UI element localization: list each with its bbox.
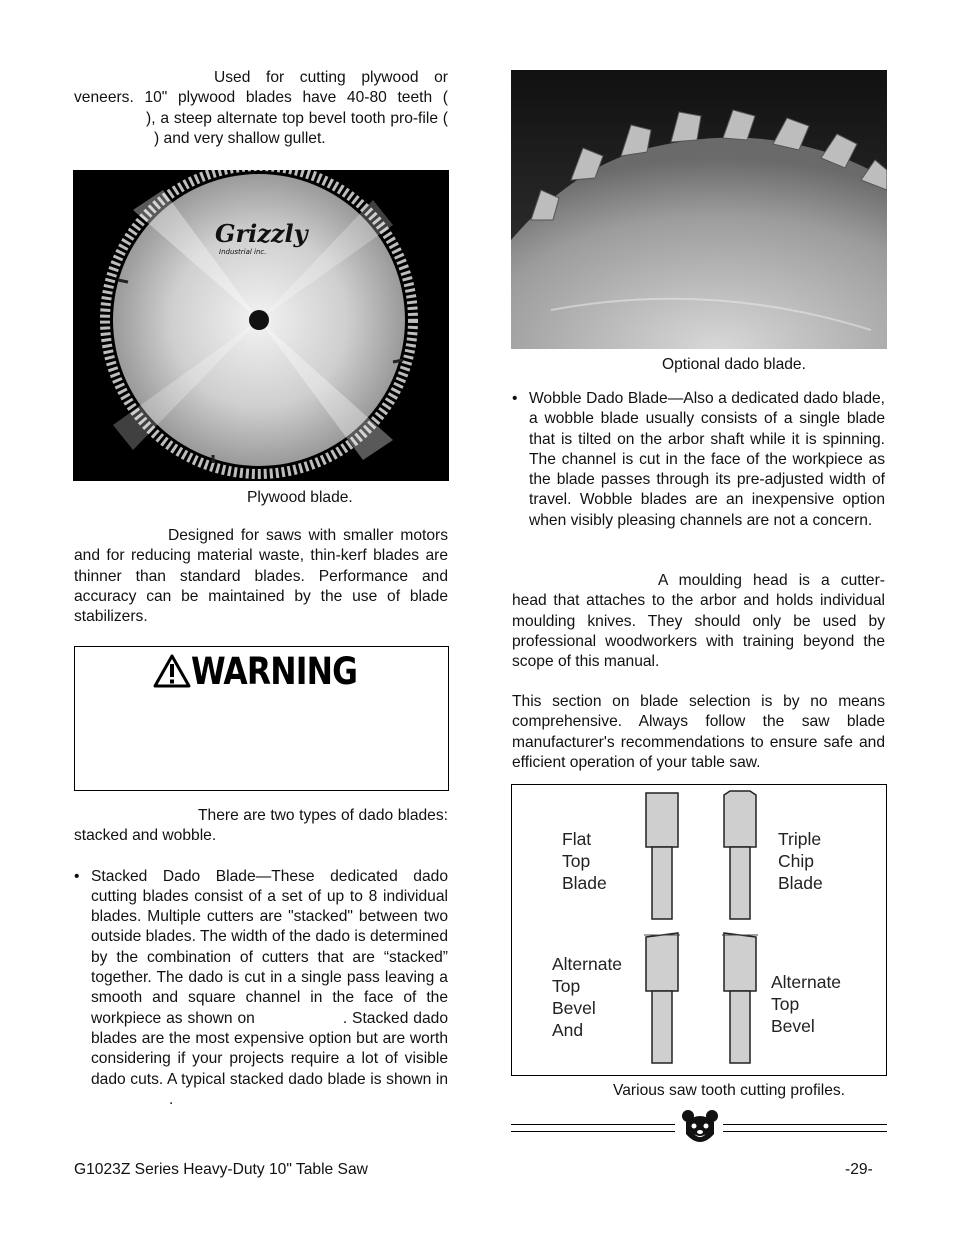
tooth-profiles-figure (511, 784, 887, 1076)
warning-box (74, 646, 449, 791)
plywood-caption: Plywood blade. (247, 489, 353, 506)
dado-blade-illustration (511, 70, 887, 349)
dado-blade-photo (511, 70, 887, 349)
left-column (74, 68, 448, 149)
plywood-blade-photo (73, 170, 449, 481)
moulding-paragraph: A moulding head is a cutter-head that attaches to the arbor and holds individual moulding knives. They should only be used by professional woodworkers with training beyond the scope of this manual. (512, 572, 885, 671)
plywood-blade-illustration (73, 170, 449, 481)
moulding-section (512, 571, 885, 672)
thinkerf-section (74, 526, 448, 627)
blade-logo-subtext: Industrial inc. (219, 248, 267, 256)
footer-title: G1023Z Series Heavy-Duty 10" Table Saw (74, 1161, 368, 1178)
plywood-paragraph: Used for cutting plywood or veneers. 10" plywood blades have 40-80 teeth (), a steep alternate top bevel tooth pro-file () and very shallow gullet. (74, 69, 448, 147)
page-divider (511, 1122, 887, 1162)
wobble-section (512, 389, 885, 531)
dado-caption: Optional dado blade. (662, 356, 806, 373)
bear-logo-icon (680, 1108, 720, 1148)
alternate-top-bevel-label: Alternate Top Bevel (771, 972, 842, 1036)
alternate-top-bevel-and-label: Alternate Top Bevel And (552, 954, 623, 1040)
wobble-dado-bullet: • Wobble Dado Blade—Also a dedicated dado blade, a wobble blade usually consists of a single blade that is tilted on the arbor shaft while it is spinning. The channel is cut in the face of the workpiece as the blade passes through its pre-adjusted width of travel. Wobble blades are an inexpensive option when visibly pleasing channels are not a concern. (512, 389, 885, 531)
dado-intro-paragraph: There are two types of dado blades: stacked and wobble. (74, 807, 448, 845)
selection-section (512, 692, 885, 773)
wobble-bullet-list (512, 389, 885, 531)
warning-triangle-icon (153, 654, 191, 688)
triple-chip-label: Triple Chip Blade (778, 829, 823, 893)
flat-top-label: Flat Top Blade (562, 829, 607, 893)
dado-bullet-list (74, 867, 448, 1111)
dado-section (74, 806, 448, 1110)
page-number: -29- (845, 1161, 873, 1178)
thinkerf-paragraph: Designed for saws with smaller motors and for reducing material waste, thin-kerf blades are thinner than standard blades. Performance and accuracy can be maintained by the use of blade stabilizers. (74, 527, 448, 626)
blade-logo-text: Grizzly (215, 219, 308, 248)
warning-title: WARNING (191, 649, 358, 693)
stacked-dado-bullet: • Stacked Dado Blade—These dedicated dado cutting blades consist of a set of up to 8 individual blades. Multiple cutters are "stacked" between two outside blades. The width of the dado is determined by the combination of cutters that are “stacked” together. The dado is cut in a single pass leaving a smooth and square channel in the face of the workpiece as shown on . Stacked dado blades are the most expensive option but are worth considering if your projects require a lot of visible dado cuts. A typical stacked dado blade is shown in. (74, 867, 448, 1111)
warning-header (153, 649, 386, 693)
profiles-caption: Various saw tooth cutting profiles. (613, 1082, 846, 1099)
selection-paragraph: This section on blade selection is by no means comprehensive. Always follow the saw blade manufacturer's recommendations to ensure safe and efficient operation of your table saw. (512, 693, 885, 771)
